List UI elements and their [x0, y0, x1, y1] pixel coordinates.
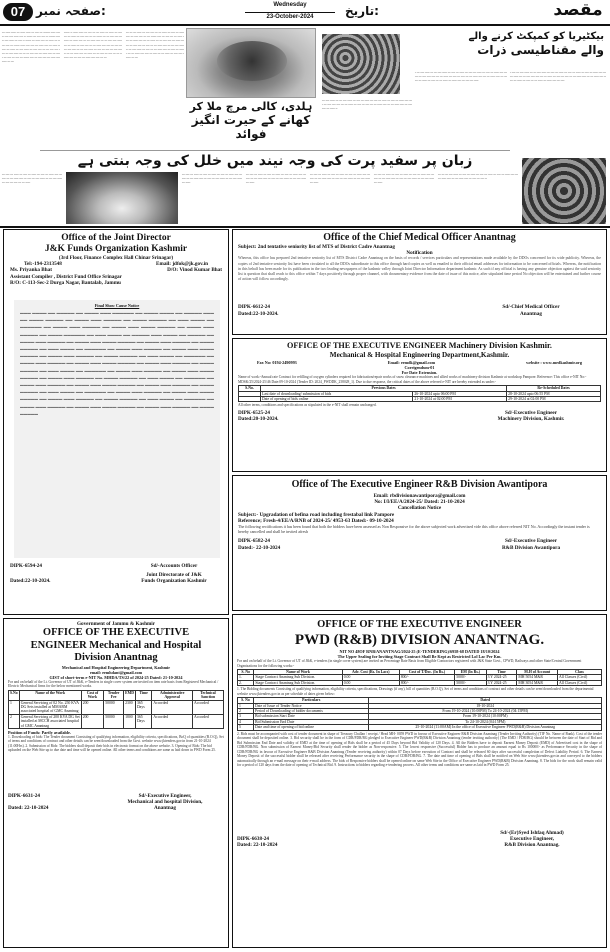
- ad-rb-awantipora-notice: Office of The Executive Engineer R&B Division Awantipora Email: rbdivisionawantipora@gmail.com No: I/I/EE/A/2024-25/ Dated: 21-10-2024 Cancellation Notice Subject:- Upgradation of befina road including frestabal link Pampore Reference; Fresh-4/EE/A/RNB of 2024-25/ 4953-63 Dated:- 09-10-2024 The following rectifications it has been found that both the bidders have been assessed as Non Responsive for the above subjected work advertised vide this office above referred NIT No. Accordingly the instant tender is hereby cancelled and shall be invited afresh DIPK-6582-24 Sd/-Executive Engineer Dated:- 22-10-2024 R&B Division Awantipora: [232, 475, 607, 611]
- mhe-title: OFFICE OF THE EXECUTIVE ENGINEER Machinery Division Kashmir.: [287, 341, 552, 350]
- pwd-title-2: PWD (R&B) DIVISION ANANTNAG.: [294, 632, 545, 648]
- mhe-row1-label: Last date of downloading/ submission of bids: [261, 391, 413, 396]
- mha-ref: DIPK-6631-24: [8, 792, 40, 799]
- mha-sign-1: Sd/-Executive Engineer,: [138, 792, 192, 799]
- rba-email: Email: rbdivisionawantipora@gmail.com: [373, 493, 466, 499]
- jfo-email: Email: jdfok@jk.gov.in: [156, 261, 208, 268]
- mhe-row2-prev: 21-10-2024 at 02:00 PM: [413, 397, 507, 402]
- pwd-nit: NIT NO 48OF RNB/ANANTNAG/2024-25 (E-TENDERING)/6958-68 DATED 18/10/2024: [339, 649, 500, 654]
- mhe-col-sno: S.No.: [239, 386, 261, 391]
- mha-col-sno: S.No: [9, 690, 20, 700]
- jfo-title-1: Office of the Joint Director: [61, 233, 171, 243]
- date-label: تاریخ:: [345, 4, 379, 18]
- mha-col-fee: Tender Fee: [104, 690, 124, 700]
- mha-sign-3: Anantnag: [154, 805, 176, 812]
- article-headline-tongue: زبان پر سفید پرت کی وجہ نیند میں خلل کی وجہ بنتی ہے: [40, 150, 510, 170]
- cmo-title: Office of the Chief Medical Officer Anantnag: [323, 232, 516, 243]
- pwd-sched-col-dated: Dated: [369, 698, 602, 703]
- mhe-sign-1: Sd/-Executive Engineer: [504, 410, 558, 416]
- date-text: 23-October-2024: [245, 12, 335, 20]
- mha-title-3: Division Anantnag: [74, 652, 158, 664]
- ad-jfo-notice: [3, 229, 229, 615]
- jfo-person-name: Ms. Priyanka Bhat: [10, 267, 52, 274]
- mha-col-admin: Administrative Approval: [152, 690, 193, 700]
- rba-sign-2: R&B Division Awantipora: [501, 544, 561, 551]
- rba-dated: Dated:- 22-10-2024: [238, 544, 281, 551]
- jfo-ref: DIPK-6594-24: [10, 563, 42, 569]
- mhe-ref: DIPK-6525-24: [238, 410, 270, 416]
- pwd-col-adv: Adv. Cost (Rs. In Lacs): [342, 670, 399, 675]
- mha-col-emd: EMD: [124, 690, 136, 700]
- mhe-website: website : www.medkashmir.org: [526, 360, 582, 365]
- pwd-schedule-table: [237, 697, 602, 730]
- pwd-sign-2: Executive Engineer,: [510, 835, 554, 842]
- masthead: [0, 0, 610, 24]
- rba-nit: No: I/I/EE/A/2024-25/ Dated: 21-10-2024: [374, 499, 465, 506]
- mhe-sign-2: Machinery Division, Kashmir.: [497, 416, 565, 423]
- rba-sign-1: Sd/-Executive Engineer: [504, 538, 558, 545]
- mhe-subtitle: Mechanical & Hospital Engineering Department,Kashmir.: [329, 351, 510, 359]
- jfo-address: (3rd Floor, Finance Complex Hall Chinar Srinagar): [58, 255, 174, 261]
- mha-dated: Dated: 22-10-2024: [8, 805, 49, 812]
- rba-title: Office of The Executive Engineer R&B Division Awantipora: [291, 479, 548, 490]
- mha-works-table: [8, 690, 224, 729]
- table-row: 1. Stage Contract Anantnag Sub Division. 0.00 800/- 5000/- 3 Y 2024-25 MH 5054 M&R All Classes (Civil): [238, 675, 602, 680]
- day-text: Wednesday: [273, 2, 307, 8]
- pwd-subtitle: The Upper Sealing for Inviting Stage Contract Shall Be Kept as Restricted Lol Lac Per Km.: [337, 654, 502, 659]
- left-news-columns: ــــ ـــــ ـــــــ ـــ ــــ ـــ ـــــ ـــــ ـــ ـــــ ـــــ ـــ ــــ ـــــــ ــ ــــ ــــ ـــ ــــــ ــ ــــ ـــــ ــــ ــــ ــــ ـــ ـــــ ـــ ــــ ـــــ ـــ ــــــ ــ ــــ ـــ ـــــ ــــ ــــ ـــــ ـــ ــــ ـــــ ـــ ــــ ــــ ـــــ ــــــ ـــ ــــ ــــ ــــ ــــ ـــ ـــ ــــ ــــ ـــ ـــــ ــــ ـــ ـــــ ـــ ــــ ــــ ـــ ــــ ـــــ ـــ ــــ ــــ ـــ ـــ ـــ ـــــ ــــ ـــ ـــــــ ـــــ ـــ ــــ ــــ ـــ ــــ ــــــ ـــ ــــ ـــ ــــ ـــ ــــ ـــ ـــــ ــــ ـــ ـــــ ـــ ـــــ ـــ ـــ ــــ ـــ ـــــ ـــــ ــ ــــــ ـــ ــــ ــــ ـــ ـــ ــــــ ـــ ـــ ــــ ــــ ـــ ـــــ ـــ ـــ ـــــ ــــ ــــ ـــ ـــ ــــ ـــــ ـــ ـــ ــــ ـــــ ـــ ـــــ ـــ ــــ ـــ ــــ ــــ ـــــ ـــ ـــ ــــ ــــ ـــ ـــــ ـــ ـــ ــــ ــــ ـــ ــــ ـــ ــــ ـــ ـــــ ــــ ـــ ـــ ــــ ــــ ـــــ ـــ ـــ ــــ ـــ ــــ ـــ ـــ ـــــ ـــ ــــ ـــــ ـــ ـــ ـــــ ـــ ــــ ــــ ـــــ ـــ ــــ ـــ ــــ ـــــ ـــــ ـــ ــــ ـــ ـــــ ـــ ـــ ــــ ــــ ـــ ـــــ ـــ ـــ ــــ ـــــ ـــ ـــ ــــ ـــ ــــ ــــــ ـــ ـــ ــــ ــــ ـــ ــــ ـــ ـــــ ـــ ــــ ــــ ـــ ـــ ـــــ ـــ ـــ ــــ ـــــ ـــ ـــ ـــــ ــــ ـــ ـــ ــــ ـــــ ـــ ـــ ــــ ـــ ــــ ــــ ـــ ـــ ـــــ ـــ ــــ ـــ ــــ ـــــ ـــ ـــ ــــ ـــ ـــــ ــــ ـــ ـــ ــــ ــــ ـــ ـــــ ـــ ـــ ــــ ـــ ــــ ــــ ـــــ ـــ ـــ ــــ ـــ ـــــ: [2, 30, 184, 64]
- ad-mh-anantnag-notice: Government of Jammu & Kashmir OFFICE OF THE EXECUTIVE ENGINEER Mechanical and Hospital Division Anantnag Mechanical and Hospital Engineering Department, Kashmir email: eemhdant@gmail.com GIST of short-term e-NIT No. MHDA/TS/22 of 2024-25 Dated: 21-10-2024 For and on behalf of the Lt. Governor of UT of J&K, e-Tenders in single cover system are invited on item rate basis from Registered Mechanical / Electric Mechanical firms for the below mentioned works. S.No Name of the Work Cost of Work Tender Fee EMD Time Administrative Approval Technical Sanction 1 General Servicing of 02 No. 250 KVA DG Sets installed at MMABM associated hospital of GMC Anantnag 200 50000 2300 365 Days Accorded Accorded 2 General Servicing of 200 KVA DG Set installed at MCCH associated hospital of GMC Anantnag 200 50000 1800 365 Days Accorded Accorded Position of Funds: Partly available. 1. Downloading of bids: The Tender document Consisting of qualifying information, eligibility criteria, specifications, BoQ of quantities (B.O.Q), Set of terms and conditions of contract and other details can be seen/downloaded from the Govt. website www.jktenders.gov.in from 21-10-2024 (11:00Hrs). 2. Submission of Bids: The bidders shall deposit their bids in electronic format on the above website. 3. Opening of Bids: The bid uploaded on the Web Site up to due date and time will be opened online. All other terms and conditions are same as laid down in PWD Form 25. DIPK-6631-24 Sd/-Executive Engineer, Mechanical and hospital Division, Dated: 22-10-2024 Anantnag: [3, 618, 229, 948]
- page-label: صفحہ نمبر:: [36, 4, 106, 18]
- pwd-sched-col-particulars: Particulars: [254, 698, 369, 703]
- rba-reference: Reference; Fresh-4/EE/A/RNB of 2024-25/ 4953-63 Dated:- 09-10-2024: [238, 517, 394, 524]
- jfo-sign-3: Funds Organization Kashmir: [141, 578, 207, 585]
- mha-nit: GIST of short-term e-NIT No. MHDA/TS/22 of 2024-25 Dated: 21-10-2024: [49, 674, 183, 680]
- mhe-row1-new: 28-10-2024 upto 06:55 PM: [507, 391, 601, 396]
- page-number-badge: 07: [3, 3, 33, 21]
- rba-notice-label: Cancellation Notice: [397, 505, 442, 512]
- ad-pwd-anantnag-notice: OFFICE OF THE EXECUTIVE ENGINEER PWD (R&B) DIVISION ANANTNAG. NIT NO 48OF RNB/ANANTNAG/2024-25 (E-TENDERING)/6958-68 DATED 18/10/2024 The Upper Sealing for Inviting Stage Contract Shall Be Kept as Restricted Lol Lac Per Km. For and on behalf of the Lt. Governor of UT of J&K, e-tenders (in single cover system) are invited on Percentage Rate Basis from Eligible Contractors registered with J&K State Govt., CPWD, Railways and other State/Central Government Organizations for the following works:- S. No Name of Work Adv. Cost (Rs. In Lacs) Cost of T/Doc. (In Rs.) EM (In Rs.) Time M.H of Account Class 1. Stage Contract Anantnag Sub Division. 0.00 800/- 5000/- 3 Y 2024-25 MH 5054 M&R All Classes (Civil) 2. Stage Contract Anantnag Sub Division. 0.00 800/- 5000/- 3 Y 2024-25 MH 3054 M&R All Classes (Civil) 1. The Bidding documents Consisting of qualifying information, eligibility criteria, specifications, Drawings (if any), bill of quantities (B.O.Q), Set of terms and conditions of contract and other details can be seen/downloaded from the departmental website www.jktenders.gov.in as per schedule of dates given below: S. No Particulars Dated 1 Date of Issue of Tender Notice 18-10-2024 2 Period of Downloading of bidder documents From 19-10-2024 (10:00PM) To 24-10-2024 (04:15PM) 3 Bid submission Start Date From 19-10-2024 (10:00PM) 4 Bid Submission End Date To 24-10-2024 (04:15PM) 5 Date and time of opening of bid online 25-10-2024 (11:00AM) In the office of Executive Engineer PWD(R&B) Division Anantnag 2. Bids must be accompanied with cost of tender document in shape of Treasury Challan / receipt / Head MH- 0059 PWD in favour of Executive Engineer R&B Division Anantnag (Tender Inviting Authority) (TIF No. Name of Bank). Cost of the tender document shall be deposited online. 3. Bid security shall be in the form of CDR/FDR/BG pledged to Executive Engineer PWD(R&B) Division Anantnag (tender inviting authority) (The EMD / FDR/BG) should be between the date of Start of Bid and Bid Submission End Date and validity of EMD at the time of opening of Bids shall be a period of 45 Days beyond Bid Validity of 120 Days. 4. All the Bidders have to deposit Earnest Money Deposit (EMD) of Advertised cost in the shape of CDR/FDR/BG. Non submission of Earnest Money/Bid Security shall render the bidder as Non-responsive. 5. The lowest responsive (Successful) Bidder has to produce an amount equal to Rs 100000/- as Performance Security in the shape of CDR/FDR/BG in favour of Executive Engineer R&B Division Anantnag (Tender receiving authority) within 07 Days before execution of Contract and shall be released 60 days after successful completion of Defect Liability Period. 6. The Earnest Money Deposit of the successful bidder shall be released after receiving Performance security in the shape of CDR/FDR/BG. 7. The date and time of opening of Bids shall be notified on Web Site www.jktenders.gov.in and conveyed to the bidders automatically through an e-mail message on their e-mail address. The bids of Responsive bidders shall be opened online on same Web Site in the Office of Executive Engineer PWD(R&B) Division Anantnag. 8. The bids for the work shall remain valid for a period of 120 days from the date of opening of Technical Bid. 9. Instructions to bidders regarding e-tendering process. All other terms and conditions are same as laid in PWD Form 25. Sd/-(Er)Syed Ishfaq Ahmad) DIPK-6638-24 Executive Engineer, Dated: 22-10-2024 R&B Division Anantnag.: [232, 614, 607, 948]
- jfo-sign-2: Joint Directorate of J&K: [146, 572, 202, 579]
- jfo-dated: Dated:22-10-2024.: [10, 578, 51, 585]
- pwd-ref: DIPK-6638-24: [237, 835, 269, 842]
- rba-subject: Subject:- Upgradation of befina road including frestabal link Pampore: [238, 511, 395, 518]
- mha-email: email: eemhdant@gmail.com: [89, 669, 143, 675]
- cmo-dated: Dated:22-10-2024.: [238, 310, 279, 317]
- mhe-fax: Fax No: 0194-2490993: [257, 360, 297, 365]
- pwd-col-name: Name of Work: [254, 670, 342, 675]
- bacteria-photo: [322, 34, 400, 94]
- pwd-dated: Dated: 22-10-2024: [237, 842, 278, 849]
- mha-col-cost: Cost of Work: [81, 690, 104, 700]
- pwd-col-mh: M.H of Account: [517, 670, 558, 675]
- pwd-works-table: [237, 669, 602, 686]
- cmo-notification-label: Notification: [406, 250, 433, 257]
- jfo-address-2: R/O: C-113-Sec-2 Durga Nagar, Bantalab, Jammu: [10, 279, 121, 286]
- turmeric-photo: [186, 28, 316, 98]
- jfo-scanned-notice: Final Show Cause Notice ▬▬▬ ▬▬▬▬ ▬▬ ▬▬▬▬▬ ▬▬ ▬▬▬▬ ▬▬▬ ▬▬▬▬▬▬ ▬▬ ▬▬▬▬ ▬▬▬▬ ▬▬ ▬▬▬▬▬ ▬▬▬ ▬▬ ▬▬▬▬ ▬▬▬▬▬ ▬▬ ▬▬▬▬ ▬▬▬ ▬▬▬▬▬ ▬▬ ▬▬▬▬ ▬▬▬▬▬ ▬▬ ▬▬▬ ▬▬▬▬ ▬▬ ▬▬▬▬▬▬ ▬▬ ▬▬▬▬ ▬▬▬ ▬▬▬▬▬ ▬▬ ▬▬▬▬ ▬▬▬ ▬▬▬▬ ▬▬▬▬▬ ▬▬ ▬▬▬▬ ▬▬▬ ▬▬▬▬▬ ▬▬ ▬▬▬▬ ▬▬▬▬▬▬ ▬▬ ▬▬▬ ▬▬▬▬ ▬▬ ▬▬▬▬▬ ▬▬▬ ▬▬▬▬ ▬▬ ▬▬▬▬▬ ▬▬ ▬▬▬▬ ▬▬▬ ▬▬▬▬▬ ▬▬ ▬▬▬▬ ▬▬▬ ▬▬▬▬ ▬▬▬▬▬ ▬▬ ▬▬▬▬ ▬▬▬ ▬▬▬▬▬ ▬▬ ▬▬▬▬ ▬▬▬▬▬ ▬▬ ▬▬▬ ▬▬▬▬ ▬▬ ▬▬▬▬▬▬ ▬▬ ▬▬▬▬ ▬▬▬ ▬▬▬▬▬ ▬▬ ▬▬▬▬ ▬▬▬ ▬▬▬▬ ▬▬▬▬▬ ▬▬ ▬▬▬▬ ▬▬▬ ▬▬▬▬▬ ▬▬ ▬▬▬▬ ▬▬▬▬▬ ▬▬ ▬▬▬ ▬▬▬▬ ▬▬ ▬▬▬▬▬▬ ▬▬ ▬▬▬▬ ▬▬▬ ▬▬▬▬▬ ▬▬ ▬▬▬▬ ▬▬▬ ▬▬▬▬ ▬▬▬▬▬ ▬▬ ▬▬▬▬ ▬▬▬ ▬▬▬▬▬ ▬▬ ▬▬▬▬ ▬▬▬▬▬ ▬▬ ▬▬▬ ▬▬▬▬ ▬▬ ▬▬▬▬▬▬ ▬▬ ▬▬▬▬ ▬▬▬ ▬▬▬▬▬ ▬▬ ▬▬▬▬ ▬▬▬ ▬▬▬▬ ▬▬▬▬▬ ▬▬ ▬▬▬▬ ▬▬▬ ▬▬▬▬▬ ▬▬ ▬▬▬▬ ▬▬▬▬▬ ▬▬ ▬▬▬ ▬▬▬▬ ▬▬ ▬▬▬▬▬▬ ▬▬ ▬▬▬▬ ▬▬▬ ▬▬▬▬▬ ▬▬ ▬▬▬▬ ▬▬▬ ▬▬▬▬ ▬▬▬▬▬ ▬▬ ▬▬▬▬ ▬▬▬ ▬▬▬▬▬ ▬▬ ▬▬▬▬ ▬▬▬▬▬ ▬▬ ▬▬▬ ▬▬▬▬ ▬▬ ▬▬▬▬▬▬ ▬▬ ▬▬▬▬ ▬▬▬ ▬▬▬▬▬ ▬▬ ▬▬▬▬ ▬▬▬ ▬▬▬▬ ▬▬▬▬▬ ▬▬ ▬▬▬▬ ▬▬▬ ▬▬▬▬▬ ▬▬ ▬▬▬▬ ▬▬▬▬▬ ▬▬ ▬▬▬ ▬▬▬▬ ▬▬ ▬▬▬▬▬▬ ▬▬ ▬▬▬▬ ▬▬▬ ▬▬▬▬▬ ▬▬ ▬▬▬▬ ▬▬▬ ▬▬▬▬ ▬▬▬▬▬ ▬▬ ▬▬▬▬ ▬▬▬ ▬▬▬▬▬ ▬▬ ▬▬▬▬ ▬▬▬▬▬: [14, 300, 220, 558]
- table-row: 1 General Servicing of 02 No. 250 KVA DG Sets installed at MMABM associated hospital of GMC Anantnag 200 50000 2300 365 Days Accorded Accorded: [9, 700, 224, 714]
- pwd-sign-3: R&B Division Anantnag.: [504, 842, 560, 849]
- table-row: 2. Stage Contract Anantnag Sub Division. 0.00 800/- 5000/- 3 Y 2024-25 MH 3054 M&R All Classes (Civil): [238, 680, 602, 685]
- mha-sign-2: Mechanical and hospital Division,: [127, 799, 203, 806]
- rba-ref: DIPK-6582-24: [238, 538, 270, 545]
- mha-title-2: ENGINEER Mechanical and Hospital: [30, 639, 202, 651]
- mhe-row2-label: Date of opening of bids online: [261, 397, 413, 402]
- jfo-sign-1: Sd/-Accounts Officer: [150, 563, 198, 569]
- mha-govt: Government of Jammu & Kashmir: [76, 621, 156, 627]
- mhe-col-prev: Previous Dates: [261, 386, 507, 391]
- jfo-tel: Tel:-194-2313548: [24, 261, 62, 268]
- pwd-col-em: EM (In Rs.): [455, 670, 486, 675]
- mhe-dated: Dated:20-10-2024.: [238, 416, 279, 423]
- pwd-col-sno: S. No: [238, 670, 254, 675]
- mhe-row2-new: 29-10-2024 at 02:00 PM: [507, 397, 601, 402]
- mha-col-tech: Technical Sanction: [193, 690, 224, 700]
- table-row: 3 Bid submission Start Date From 19-10-2024 (10:00PM): [238, 714, 602, 719]
- tongue-photo: [66, 172, 178, 224]
- jfo-designation: Assistant Compiler , District Fund Office Srinagar: [10, 273, 122, 280]
- table-row: 4 Bid Submission End Date To 24-10-2024 (04:15PM): [238, 719, 602, 724]
- cmo-sign-1: Sd/-Chief Medical Officer: [502, 304, 560, 311]
- table-row: 2 General Servicing of 200 KVA DG Set installed at MCCH associated hospital of GMC Anantnag 200 50000 1800 365 Days Accorded Accorded: [9, 714, 224, 728]
- mhe-col-resched: Re-Scheduled Dates: [507, 386, 601, 391]
- mha-dept: Mechanical and Hospital Engineering Department, Kashmir: [61, 664, 171, 670]
- side-photo: [522, 158, 606, 224]
- jfo-title-2: J&K Funds Organization Kashmir: [44, 244, 188, 254]
- mha-col-time: Time: [135, 690, 151, 700]
- mhe-email: Email: eemdk@gmail.com: [387, 360, 436, 365]
- mha-title-1: OFFICE OF THE EXECUTIVE: [42, 627, 190, 639]
- pwd-sched-col-sno: S. No: [238, 698, 254, 703]
- table-row: 1 Date of Issue of Tender Notice 18-10-2024: [238, 703, 602, 708]
- cmo-sign-2: Anantnag: [520, 310, 542, 317]
- pwd-col-class: Class: [557, 670, 601, 675]
- mha-col-name: Name of the Work: [19, 690, 81, 700]
- cmo-subject: Subject: 2nd tentative seniority list of MTS of District Cadre Anantnag: [238, 244, 395, 250]
- jfo-person-parent: D/O: Vinod Kumar Bhat: [167, 267, 222, 274]
- ad-cmo-notice: Office of the Chief Medical Officer Anantnag Subject: 2nd tentative seniority list of MTS of District Cadre Anantnag Notification Whereas, this office has prepared 2nd tentative seniority list of MTS District Cadre Anantnag on the basis of records / services particulars and representations made available by the DDOs concerned for its wide publicity. Whereas, the copies of 2nd tentative seniority list have been circulated to all the DDOs subordinate to this office through hard copies as well as emailed to their official email addresses for information to be concerned officials. Whereas, the notification in this behalf has been made for its publication in the two leading newspapers of the kashmir valley through Joint Director Information department kashmir. As such if any official is having any genuine objection against the said seniority list is question that shall reach to this office within 7 days positively through proper channel, with documentary evidence from the date of issue of this notice, after stipulated time period No objection will be entertained and further course of action will follow accordingly. DIPK-6612-24 Sd/-Chief Medical Officer Dated:22-10-2024. Anantnag: [232, 229, 607, 335]
- mhe-row1-prev: 26-10-2024 upto 06:00 PM: [413, 391, 507, 396]
- pwd-col-time: Time: [486, 670, 517, 675]
- mhe-corrigendum: Corrigendum-01: [404, 365, 435, 370]
- jfo-notice-title: Final Show Cause Notice: [94, 303, 140, 308]
- article-headline-bacteria: بیکٹیریا کو کمپکٹ کرنے والے والے مقناطیسی ذرات: [468, 31, 604, 57]
- cmo-ref: DIPK-6612-24: [238, 304, 270, 311]
- pwd-sign-1: Sd/-(Er)Syed Ishfaq Ahmad): [500, 829, 564, 836]
- pwd-col-doc: Cost of T/Doc. (In Rs.): [399, 670, 454, 675]
- pwd-title-1: OFFICE OF THE EXECUTIVE ENGINEER: [317, 619, 522, 630]
- table-row: 2 Period of Downloading of bidder documents From 19-10-2024 (10:00PM) To 24-10-2024 (04:15PM): [238, 709, 602, 714]
- paper-name-logo: مقصد: [553, 0, 603, 20]
- mhe-dates-table: [238, 385, 601, 402]
- news-section: ــــ ـــــ ـــــــ ـــ ــــ ـــ ـــــ ـــــ ـــ ـــــ ـــــ ـــ ــــ ـــــــ ــ ــــ ــــ ـــ ــــــ ــ ــــ ـــــ ــــ ــــ ــــ ـــ ـــــ ـــ ــــ ـــــ ـــ ــــــ ــ ــــ ـــ ـــــ ــــ ــــ ـــــ ـــ ــــ ـــــ ـــ ــــ ــــ ـــــ ــــــ ـــ ــــ ــــ ــــ ــــ ـــ ـــ ــــ ــــ ـــ ـــــ ــــ ـــ ـــــ ـــ ــــ ــــ ـــ ــــ ـــــ ـــ ــــ ــــ ـــ ـــ ـــ ـــــ ــــ ـــ ـــــــ ـــــ ـــ ــــ ــــ ـــ ــــ ــــــ ـــ ــــ ـــ ــــ ـــ ــــ ـــ ـــــ ــــ ـــ ـــــ ـــ ـــــ ـــ ـــ ــــ ـــ ـــــ ـــــ ــ ــــــ ـــ ــــ ــــ ـــ ـــ ــــــ ـــ ـــ ــــ ــــ ـــ ـــــ ـــ ـــ ـــــ ــــ ــــ ـــ ـــ ــــ ـــــ ـــ ـــ ــــ ـــــ ـــ ـــــ ـــ ــــ ـــ ــــ ــــ ـــــ ـــ ـــ ــــ ــــ ـــ ـــــ ـــ ـــ ــــ ــــ ـــ ــــ ـــ ــــ ـــ ـــــ ــــ ـــ ـــ ــــ ــــ ـــــ ـــ ـــ ــــ ـــ ــــ ـــ ـــ ـــــ ـــ ــــ ـــــ ـــ ـــ ـــــ ـــ ــــ ــــ ـــــ ـــ ــــ ـــ ــــ ـــــ ـــــ ـــ ــــ ـــ ـــــ ـــ ـــ ــــ ــــ ـــ ـــــ ـــ ـــ ــــ ـــــ ـــ ـــ ــــ ـــ ــــ ــــــ ـــ ـــ ــــ ــــ ـــ ــــ ـــ ـــــ ـــ ــــ ــــ ـــ ـــ ـــــ ـــ ـــ ــــ ـــــ ـــ ـــ ـــــ ــــ ـــ ـــ ــــ ـــــ ـــ ـــ ــــ ـــ ــــ ــــ ـــ ـــ ـــــ ـــ ــــ ـــ ــــ ـــــ ـــ ـــ ــــ ـــ ـــــ ــــ ـــ ـــ ــــ ــــ ـــ ـــــ ـــ ـــ ــــ ـــ ــــ ــــ ـــــ ـــ ـــ ــــ ـــ ـــــ ہلدی، کالی مرچ ملا کر کھانے کے حیرت انگیز فوائد بیکٹیریا کو کمپکٹ کرنے والے والے مقناطیسی ذرات ـــ ــــ ـــــ ـــ ــــ ـــ ـــــ ـــ ــــ ـــ ـــــ ـــ ــــ ـــ ـــــ ــــ ـــ ـــ ـــــ ــــ ـــ ــــ ـــ ــــ ـــــ ـــ ـــ ــــ ـــــ ـــ ـــ ــــ ـــ ــــ ـــ ـــــ ـــ ـــ ــــ ــــ ــــ ـــ ـــ ـــــ ـــ ــــ ـــ ــــ ـــــ ـــ ــــ ـــ ـــــ ـــ ــــ ـــ ـــــ ـــ ــــ ـــ ـــــ ــــ ـــ ـــ ـــــ ــــ ـــ ــــ ـــ ــــ ـــــ ـــ ـــ ــــ ـــــ ـــ ـــ ــــ ـــ ــــ ـــ ـــــ ـــ ـــ ــــ ــــ ــــ ـــ ـــ ـــــ ـــ ــــ ـــ ــــ ـــــ ـــ ـــــ ـــ ـــ ــــ ـــ ـــــ ـــ ـــ ـــ ــــ ـــــ ـــ ــــ ـــ ـــــ ـــ ــــ ـــ ـــــ ـــ ــــ ـــ ـــــ ــــ ـــ ـــ ـــــ ــــ ـــ ــــ ـــ ــــ ـــــ ـــ ـــ ــــ ـــــ ـــ ـــ ــــ ـــ ــــ ـــ ـــــ ـــ ـــ ــــ ــــ ــــ ـــ ـــ ـــــ ـــ ــــ ـــ ــــ ـــــ ـــ ـــــ ـــ ـــ ــــ ـــ ـــــ ـــ ـــ زبان پر سفید پرت کی وجہ نیند میں خلل کی وجہ بنتی ہے ـــ ــــ ـــــ ـــ ــــ ـــ ـــــ ـــ ــــ ـــ ـــــ ـــ ــــ ـــ ـــــ ــــ ـــ ـــ ـــــ ــــ ـــ ــــ ـــ ــــ ـــــ ـــ ـــ ــــ ـــــ ـــ ـــ ــــ ـــ ــــ ـــ ـــ ــــ ـــــ ـــ ــــ ـــ ـــــ ـــ ــــ ـــ ـــــ ـــ ــــ ـــ ـــــ ــــ ـــ ـــ ـــــ ــــ ـــ ــــ ـــ ــــ ـــــ ـــ ـــ ــــ ـــــ ـــ ـــ ــــ ـــــ ـــ ــــ ـــ ـــــ ـــ ــــ ـــ ـــــ ـــ ــــ ـــ ـــــ ــــ ـــ ـــ ـــــ ــــ ـــ ــــ ـــ ــــ ـــــ ـــ ـــ ــــ ـــــ ـــ ـــ ــــ ـــــ ـــ ــــ ـــ ـــــ ـــ ــــ ـــ ـــــ ـــ ــــ ـــ ـــــ ــــ ـــ ـــ ـــــ ــــ ـــ ــــ ـــ ــــ ـــــ ـــ ـــ ــــ ـــــ ـــ ـــ ــــ ـــــ ـــ ــــ ـــ ـــــ ـــ ــــ ـــ ـــــ ـــ ــــ ـــ ـــــ ــــ ـــ ـــ ـــــ ــــ ـــ ــــ ـــ ــــ ـــــ ـــ ـــ ــــ ـــــ ـــ ـــ ــــ ـــــ ـــ ــــ ـــ ـــــ ـــ ــــ ـــ ـــــ ـــ ــــ ـــ ـــــ ــــ ـــ ـــ ـــــ ــــ ـــ ــــ ـــ ــــ ـــــ ـــ ـــ ــــ ـــــ ـــ: [0, 26, 610, 226]
- table-row: 5 Date and time of opening of bid online 25-10-2024 (11:00AM) In the office of Executive Engineer PWD(R&B) Division Anantnag: [238, 725, 602, 730]
- mhe-extension: For Date Extension.: [401, 370, 438, 375]
- ad-machinery-notice: OFFICE OF THE EXECUTIVE ENGINEER Machinery Division Kashmir. Mechanical & Hospital Engineering Department,Kashmir. Fax No: 0194-2490993 Email: eemdk@gmail.com website : www.medkashmir.org Corrigendum-01 For Date Extension. Name of work:-Annual rate Contract for refilling of oxygen cylinders required for fabrication/repair works of snow clearance machines and allied works of machinery division Kashmir at workshop Pampore. Reference: This office e-NIT No:- MDSK/25/2024-25/46 Date:09-10-2024 (Tender ID: 2024_PWDDK_258028_1). Due to due response, the critical dates of the above referred e-NIT are hereby extended as under:- S.No. Previous Dates Re-Scheduled Dates Last date of downloading/ submission of bids 26-10-2024 upto 06:00 PM 28-10-2024 upto 06:55 PM Date of opening of bids online 21-10-2024 at 02:00 PM 29-10-2024 at 02:00 PM All other terms, conditions and specifications as stipulated in the e-NIT shall remain unchanged. DIPK-6525-24 Sd/-Executive Engineer Dated:20-10-2024. Machinery Division, Kashmir.: [232, 338, 607, 472]
- mha-funds: Position of Funds: Partly available.: [8, 729, 71, 735]
- article-headline-turmeric: ہلدی، کالی مرچ ملا کر کھانے کے حیرت انگیز فوائد: [189, 100, 313, 141]
